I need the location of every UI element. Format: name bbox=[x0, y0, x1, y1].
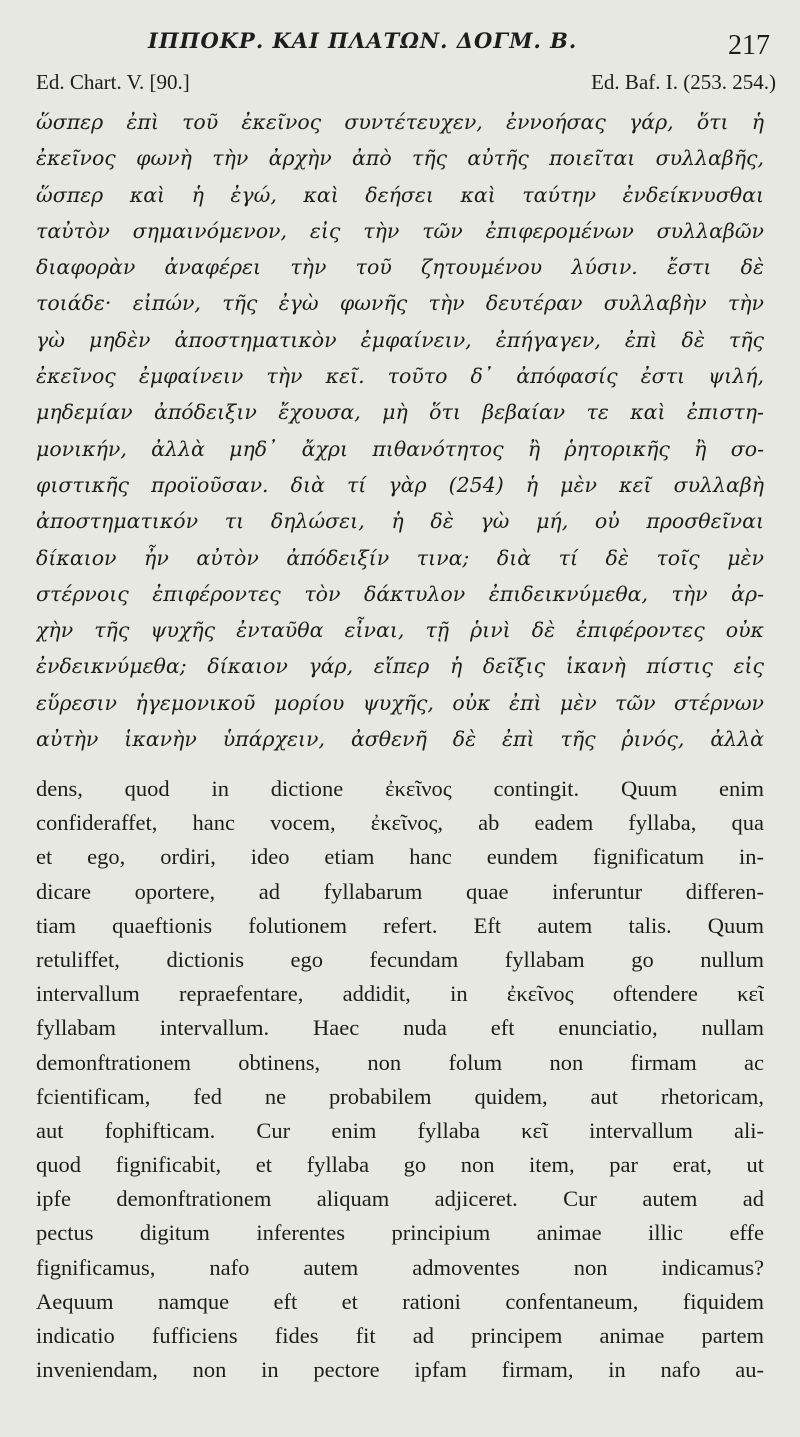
latin-line: intervallum repraefentare, addidit, in ἐκεῖνος oftendere κεῖ bbox=[36, 981, 764, 1007]
latin-line: tiam quaeftionis folutionem refert. Eft autem talis. Quum bbox=[36, 912, 764, 938]
latin-line: quod fignificabit, et fyllaba go non item, par erat, ut bbox=[36, 1152, 764, 1178]
latin-line: fignificamus, nafo autem admoventes non indicamus? bbox=[36, 1254, 764, 1280]
greek-line: ἀποστηματικόν τι δηλώσει, ἡ δὲ γὼ μή, οὐ προσθεῖναι bbox=[36, 509, 764, 534]
greek-line: αὐτὴν ἱκανὴν ὑπάρχειν, ἀσθενῆ δὲ ἐπὶ τῆς ῥινός, ἀλλὰ bbox=[36, 727, 764, 752]
greek-line: ταὐτὸν σημαινόμενον, εἰς τὴν τῶν ἐπιφερομένων συλλαβῶν bbox=[36, 218, 764, 243]
greek-line: μηδεμίαν ἀπόδειξιν ἔχουσα, μὴ ὅτι βεβαίαν τε καὶ ἐπιστη- bbox=[36, 400, 764, 425]
greek-line: στέρνοις ἐπιφέροντες τὸν δάκτυλον ἐπιδεικνύμεθα, τὴν ἀρ- bbox=[36, 581, 764, 606]
latin-line: et ego, ordiri, ideo etiam hanc eundem fignificatum in- bbox=[36, 844, 764, 870]
latin-line: pectus digitum inferentes principium animae illic effe bbox=[36, 1220, 764, 1246]
greek-text-block bbox=[36, 104, 764, 757]
edition-chartier-reference: Ed. Chart. V. [90.] bbox=[36, 70, 190, 94]
latin-line: aut fophifticam. Cur enim fyllaba κεῖ intervallum ali- bbox=[36, 1117, 764, 1143]
running-title: ΙΠΠΟΚΡ. ΚΑΙ ΠΛΑΤΩΝ. ΔΟΓΜ. Β. bbox=[148, 28, 578, 53]
greek-line: γὼ μηδὲν ἀποστηματικὸν ἐμφαίνειν, ἐπήγαγεν, ἐπὶ δὲ τῆς bbox=[36, 327, 764, 352]
latin-line: fcientificam, fed ne probabilem quidem, aut rhetoricam, bbox=[36, 1083, 764, 1109]
latin-line: dicare oportere, ad fyllabarum quae inferuntur differen- bbox=[36, 878, 764, 904]
edition-reference-line bbox=[36, 70, 776, 100]
latin-line: indicatio fufficiens fides fit ad principem animae partem bbox=[36, 1323, 764, 1348]
greek-line: μονικήν, ἀλλὰ μηδ᾽ ἄχρι πιθανότητος ἢ ῥητορικῆς ἢ σο- bbox=[36, 436, 764, 461]
greek-line: εὕρεσιν ἡγεμονικοῦ μορίου ψυχῆς, οὐκ ἐπὶ μὲν τῶν στέρνων bbox=[36, 690, 764, 715]
latin-line: retuliffet, dictionis ego fecundam fyllabam go nullum bbox=[36, 946, 764, 972]
latin-line: inveniendam, non in pectore ipfam firmam, in nafo au- bbox=[36, 1357, 764, 1383]
latin-text-block bbox=[36, 772, 764, 1387]
greek-line: ὥσπερ καὶ ἡ ἐγώ, καὶ δεήσει καὶ ταύτην ἐνδείκνυσθαι bbox=[36, 182, 764, 207]
greek-line: ἐκεῖνος ἐμφαίνειν τὴν κεῖ. τοῦτο δ᾽ ἀπόφασίς ἐστι ψιλή, bbox=[36, 364, 764, 389]
greek-line: διαφορὰν ἀναφέρει τὴν τοῦ ζητουμένου λύσιν. ἔστι δὲ bbox=[36, 255, 764, 280]
page-header bbox=[36, 28, 774, 62]
latin-line: Aequum namque eft et rationi confentaneum, fiquidem bbox=[36, 1288, 764, 1314]
latin-line: fyllabam intervallum. Haec nuda eft enunciatio, nullam bbox=[36, 1015, 764, 1041]
greek-line: δίκαιον ἦν αὐτὸν ἀπόδειξίν τινα; διὰ τί δὲ τοῖς μὲν bbox=[36, 545, 764, 570]
page-number: 217 bbox=[728, 30, 770, 61]
latin-line: ipfe demonftrationem aliquam adjiceret. Cur autem ad bbox=[36, 1186, 764, 1212]
greek-line: χὴν τῆς ψυχῆς ἐνταῦθα εἶναι, τῇ ῥινὶ δὲ ἐπιφέροντες οὐκ bbox=[36, 618, 764, 643]
greek-line: τοιάδε· εἰπών, τῆς ἐγὼ φωνῆς τὴν δευτέραν συλλαβὴν τὴν bbox=[36, 291, 764, 316]
latin-line: confideraffet, hanc vocem, ἐκεῖνος, ab eadem fyllaba, qua bbox=[36, 810, 764, 836]
edition-basel-reference: Ed. Baf. I. (253. 254.) bbox=[591, 70, 776, 94]
greek-line: ἐκεῖνος φωνὴ τὴν ἀρχὴν ἀπὸ τῆς αὐτῆς ποιεῖται συλλαβῆς, bbox=[36, 146, 764, 171]
greek-line: φιστικῆς προϊοῦσαν. διὰ τί γὰρ (254) ἡ μὲν κεῖ συλλαβὴ bbox=[36, 472, 764, 497]
greek-line: ὥσπερ ἐπὶ τοῦ ἐκεῖνος συντέτευχεν, ἐννοήσας γάρ, ὅτι ἡ bbox=[36, 110, 764, 134]
greek-line: ἐνδεικνύμεθα; δίκαιον γάρ, εἴπερ ἡ δεῖξις ἱκανὴ πίστις εἰς bbox=[36, 654, 764, 679]
latin-line: dens, quod in dictione ἐκεῖνος contingit. Quum enim bbox=[36, 776, 764, 801]
latin-line: demonftrationem obtinens, non folum non firmam ac bbox=[36, 1049, 764, 1075]
